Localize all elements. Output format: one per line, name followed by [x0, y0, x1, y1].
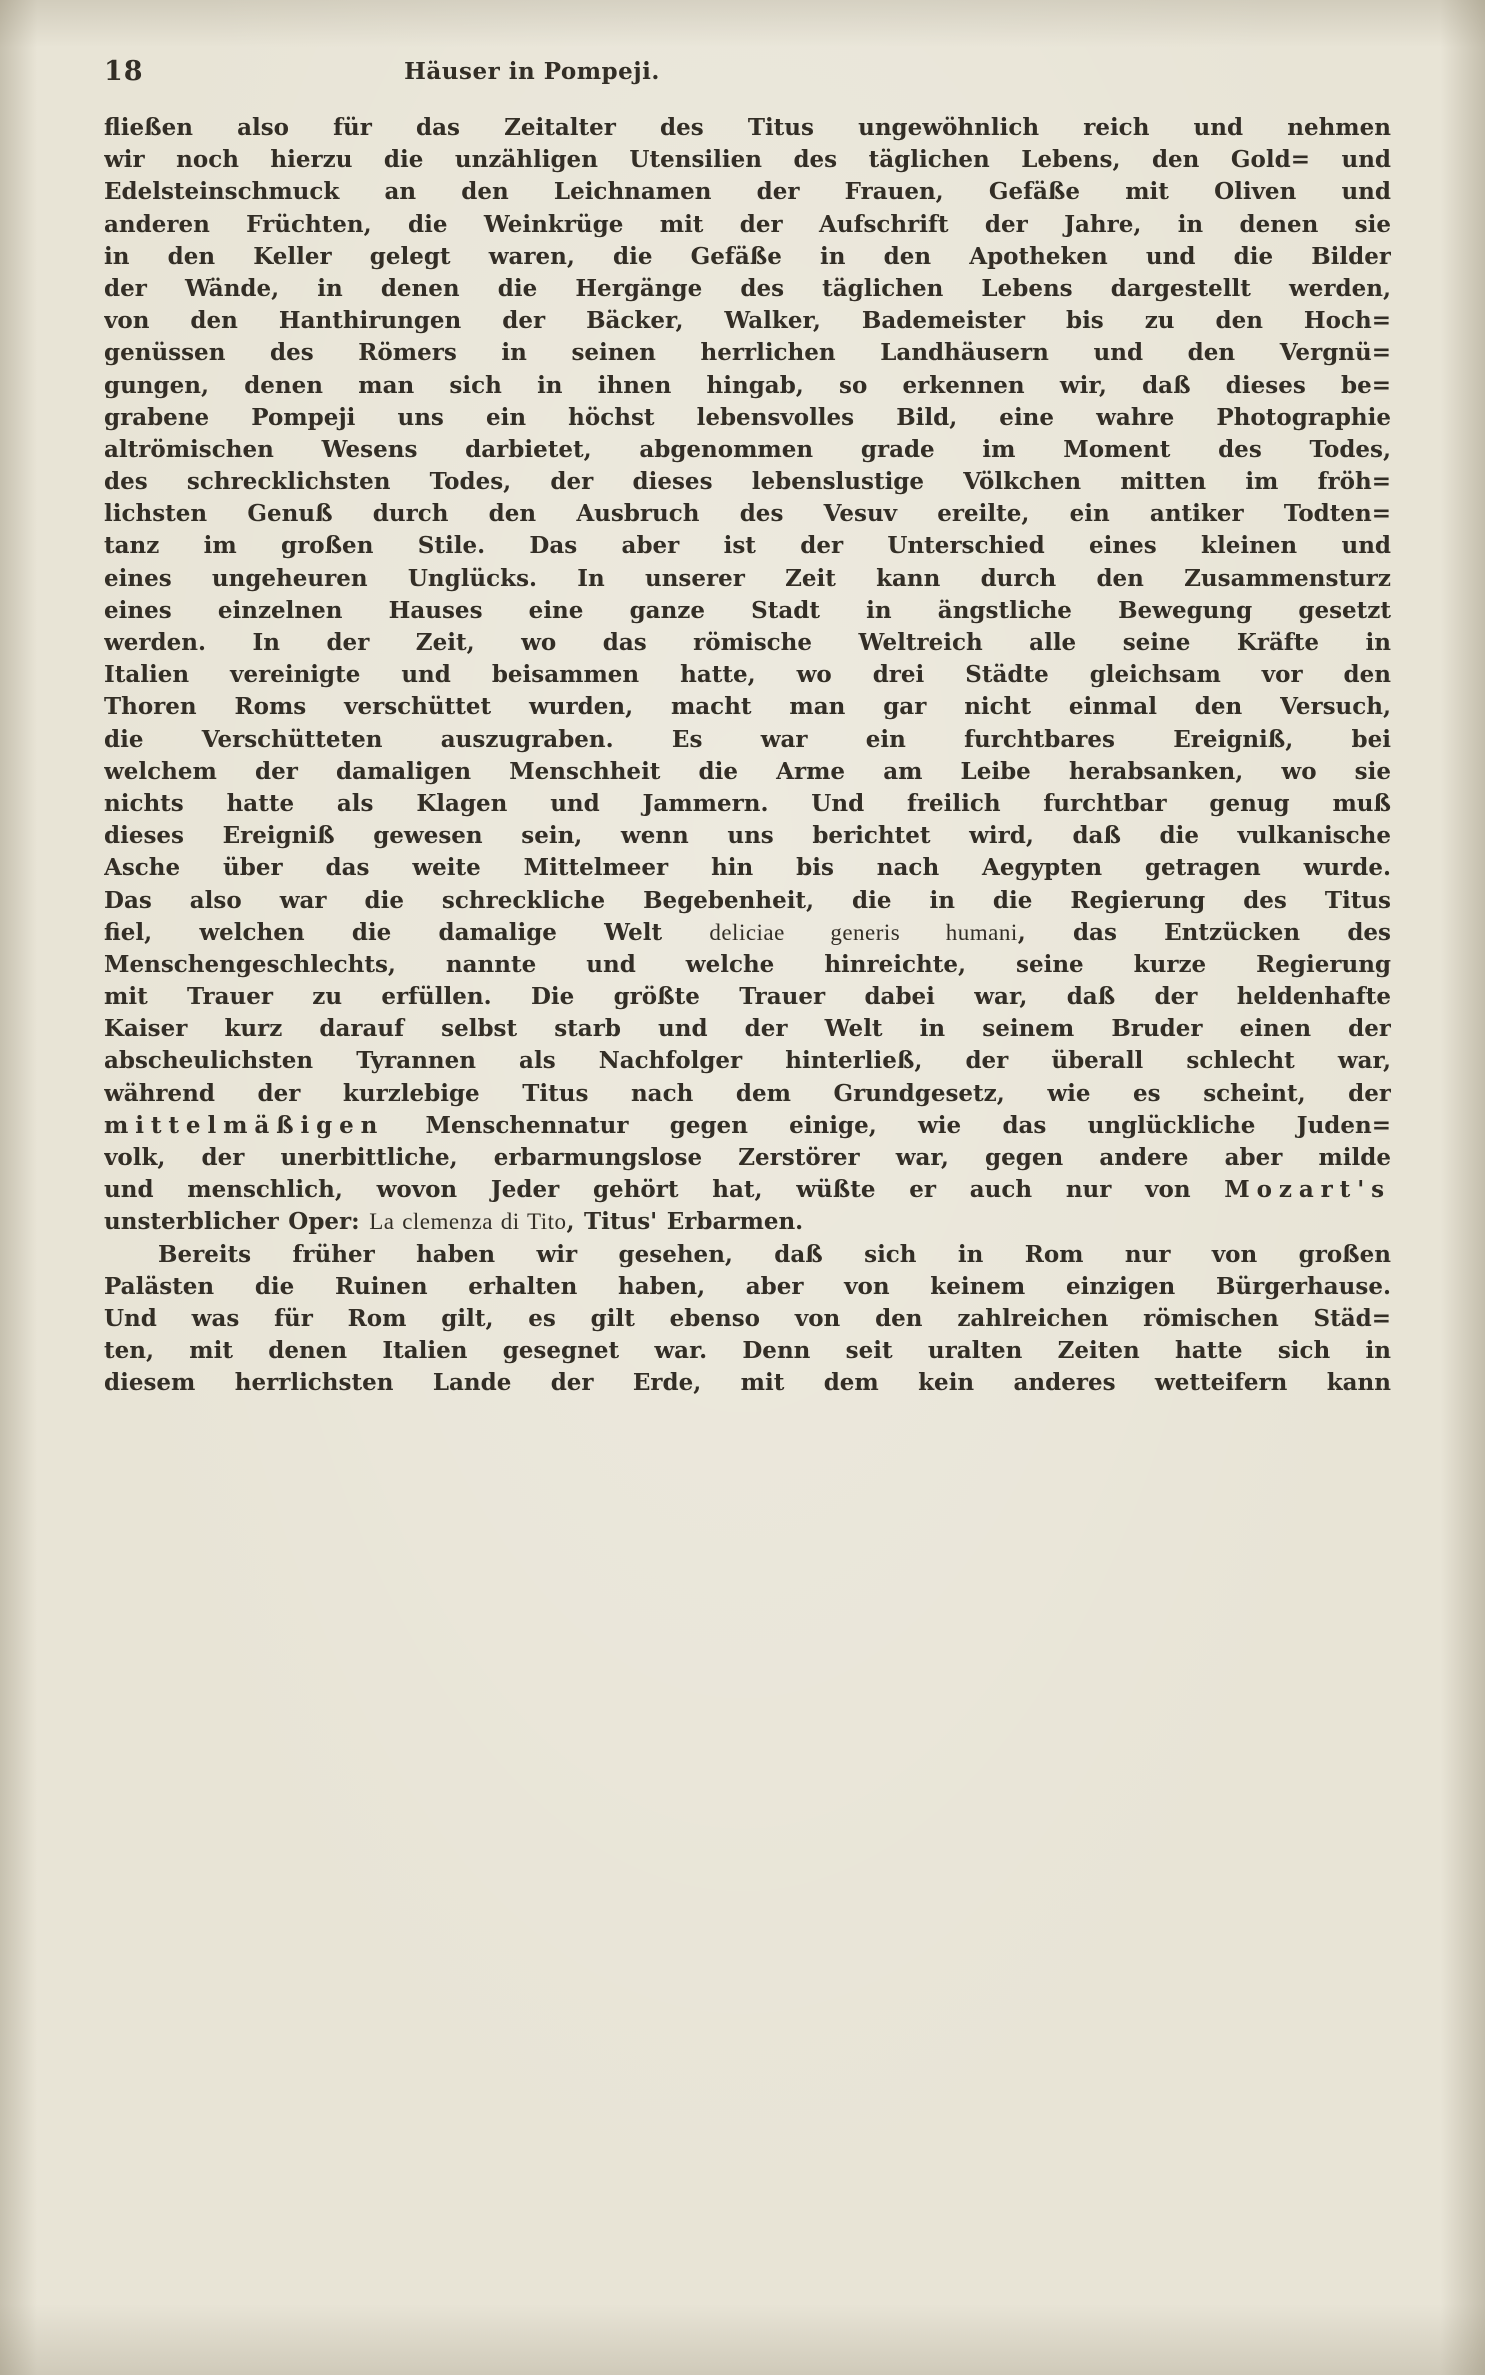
text-run: mittelmäßigen	[104, 1111, 385, 1139]
text-run: nichts hatte als Klagen und Jammern. Und freilich furchtbar genug muß	[104, 789, 1391, 817]
text-run: Das also war die schreckliche Begebenheit, die in die Regierung des Titus	[104, 886, 1391, 914]
text-line	[104, 337, 1391, 369]
text-line	[104, 1367, 1391, 1399]
text-line	[104, 820, 1391, 852]
text-line	[104, 370, 1391, 402]
text-run: genüssen des Römers in seinen herrlichen Landhäusern und den Vergnü=	[104, 339, 1391, 367]
text-run: in den Keller gelegt waren, die Gefäße in den Apotheken und die Bilder	[104, 242, 1391, 270]
text-run: von den Hanthirungen der Bäcker, Walker, Bademeister bis zu den Hoch=	[104, 307, 1391, 335]
page-number: 18	[104, 56, 144, 87]
text-run: mit Trauer zu erfüllen. Die größte Trauer dabei war, daß der heldenhafte	[104, 983, 1391, 1011]
text-line	[104, 402, 1391, 434]
text-run: Mozart's	[1224, 1176, 1391, 1204]
text-line	[104, 885, 1391, 917]
text-run: , Titus' Erbarmen.	[566, 1208, 804, 1236]
text-run: Thoren Roms verschüttet wurden, macht man gar nicht einmal den Versuch,	[104, 693, 1391, 721]
text-run: diesem herrlichsten Lande der Erde, mit dem kein anderes wetteifern kann	[104, 1369, 1391, 1397]
text-line	[104, 1174, 1391, 1206]
text-run: eines einzelnen Hauses eine ganze Stadt in ängstliche Bewegung gesetzt	[104, 596, 1391, 624]
text-run: Bereits früher haben wir gesehen, daß sich in Rom nur von großen	[158, 1240, 1391, 1268]
text-line	[104, 691, 1391, 723]
text-run: der Wände, in denen die Hergänge des täglichen Lebens dargestellt werden,	[104, 274, 1391, 302]
text-run: altrömischen Wesens darbietet, abgenommen grade im Moment des Todes,	[104, 435, 1391, 463]
text-run: fiel, welchen die damalige Welt	[104, 918, 710, 946]
text-run: abscheulichsten Tyrannen als Nachfolger hinterließ, der überall schlecht war,	[104, 1047, 1391, 1075]
text-run: werden. In der Zeit, wo das römische Weltreich alle seine Kräfte in	[104, 629, 1391, 656]
text-line	[104, 1239, 1391, 1271]
text-run: Kaiser kurz darauf selbst starb und der Welt in seinem Bruder einen der	[104, 1015, 1391, 1043]
text-run: Italien vereinigte und beisammen hatte, wo drei Städte gleichsam vor den	[104, 661, 1391, 689]
text-line	[104, 466, 1391, 498]
text-line	[104, 530, 1391, 562]
text-line	[104, 1206, 1391, 1238]
text-line	[104, 917, 1391, 949]
text-line	[104, 1078, 1391, 1110]
text-line	[104, 305, 1391, 337]
text-run: Menschengeschlechts, nannte und welche hinreichte, seine kurze Regierung	[104, 950, 1391, 978]
text-line	[104, 659, 1391, 691]
text-run: lichsten Genuß durch den Ausbruch des Vesuv ereilte, ein antiker Todten=	[104, 500, 1391, 528]
text-run: des schrecklichsten Todes, der dieses lebenslustige Völkchen mitten im fröh=	[104, 468, 1391, 496]
text-line	[104, 788, 1391, 820]
text-line	[104, 852, 1391, 884]
text-run: volk, der unerbittliche, erbarmungslose Zerstörer war, gegen andere aber milde	[104, 1144, 1391, 1171]
text-line	[104, 112, 1391, 144]
text-line	[104, 144, 1391, 176]
text-run: Und was für Rom gilt, es gilt ebenso von den zahlreichen römischen Städ=	[104, 1304, 1391, 1332]
text-run: tanz im großen Stile. Das aber ist der Unterschied eines kleinen und	[104, 532, 1391, 560]
text-run: gungen, denen man sich in ihnen hingab, so erkennen wir, daß dieses be=	[104, 371, 1391, 399]
text-run: ten, mit denen Italien gesegnet war. Denn seit uralten Zeiten hatte sich in	[104, 1337, 1391, 1365]
text-run: während der kurzlebige Titus nach dem Grundgesetz, wie es scheint, der	[104, 1079, 1391, 1107]
text-line	[104, 1142, 1391, 1174]
text-run: La clemenza di Tito	[369, 1209, 567, 1235]
text-line	[104, 1303, 1391, 1335]
text-line	[104, 1045, 1391, 1077]
text-run: und menschlich, wovon Jeder gehört hat, wüßte er auch nur von	[104, 1176, 1225, 1204]
text-run: unsterblicher Oper:	[104, 1208, 370, 1236]
text-line	[104, 724, 1391, 756]
running-header: Häuser in Pompeji.	[404, 58, 660, 85]
text-line	[104, 756, 1391, 788]
text-line	[104, 627, 1391, 659]
text-line	[104, 273, 1391, 305]
text-run: Edelsteinschmuck an den Leichnamen der Frauen, Gefäße mit Oliven und	[104, 178, 1391, 206]
text-run: fließen also für das Zeitalter des Titus ungewöhnlich reich und nehmen	[104, 114, 1391, 141]
text-run: die Verschütteten auszugraben. Es war ein furchtbares Ereigniß, bei	[104, 725, 1391, 753]
text-run: Asche über das weite Mittelmeer hin bis nach Aegypten getragen wurde.	[104, 854, 1391, 882]
text-run: Palästen die Ruinen erhalten haben, aber von keinem einzigen Bürgerhause.	[104, 1272, 1391, 1300]
text-line	[104, 209, 1391, 241]
text-line	[104, 176, 1391, 208]
text-run: grabene Pompeji uns ein höchst lebensvolles Bild, eine wahre Photographie	[104, 403, 1391, 431]
text-run: eines ungeheuren Unglücks. In unserer Zeit kann durch den Zusammensturz	[104, 564, 1391, 592]
text-line	[104, 1013, 1391, 1045]
text-line	[104, 949, 1391, 981]
text-run: wir noch hierzu die unzähligen Utensilien des täglichen Lebens, den Gold= und	[104, 146, 1391, 174]
text-run: , das Entzücken des	[1017, 918, 1391, 946]
text-run: deliciae generis humani	[709, 919, 1018, 945]
text-run: dieses Ereigniß gewesen sein, wenn uns berichtet wird, daß die vulkanische	[104, 822, 1391, 850]
page-text	[104, 112, 1391, 1400]
text-run: Menschennatur gegen einige, wie das unglückliche Juden=	[384, 1111, 1391, 1139]
text-line	[104, 563, 1391, 595]
text-line	[104, 1335, 1391, 1367]
text-line	[104, 241, 1391, 273]
text-line	[104, 595, 1391, 627]
text-run: anderen Früchten, die Weinkrüge mit der Aufschrift der Jahre, in denen sie	[104, 210, 1391, 238]
text-line	[104, 434, 1391, 466]
text-line	[104, 1110, 1391, 1142]
text-line	[104, 498, 1391, 530]
text-run: welchem der damaligen Menschheit die Arme am Leibe herabsanken, wo sie	[104, 757, 1391, 785]
text-line	[104, 1271, 1391, 1303]
text-line	[104, 981, 1391, 1013]
